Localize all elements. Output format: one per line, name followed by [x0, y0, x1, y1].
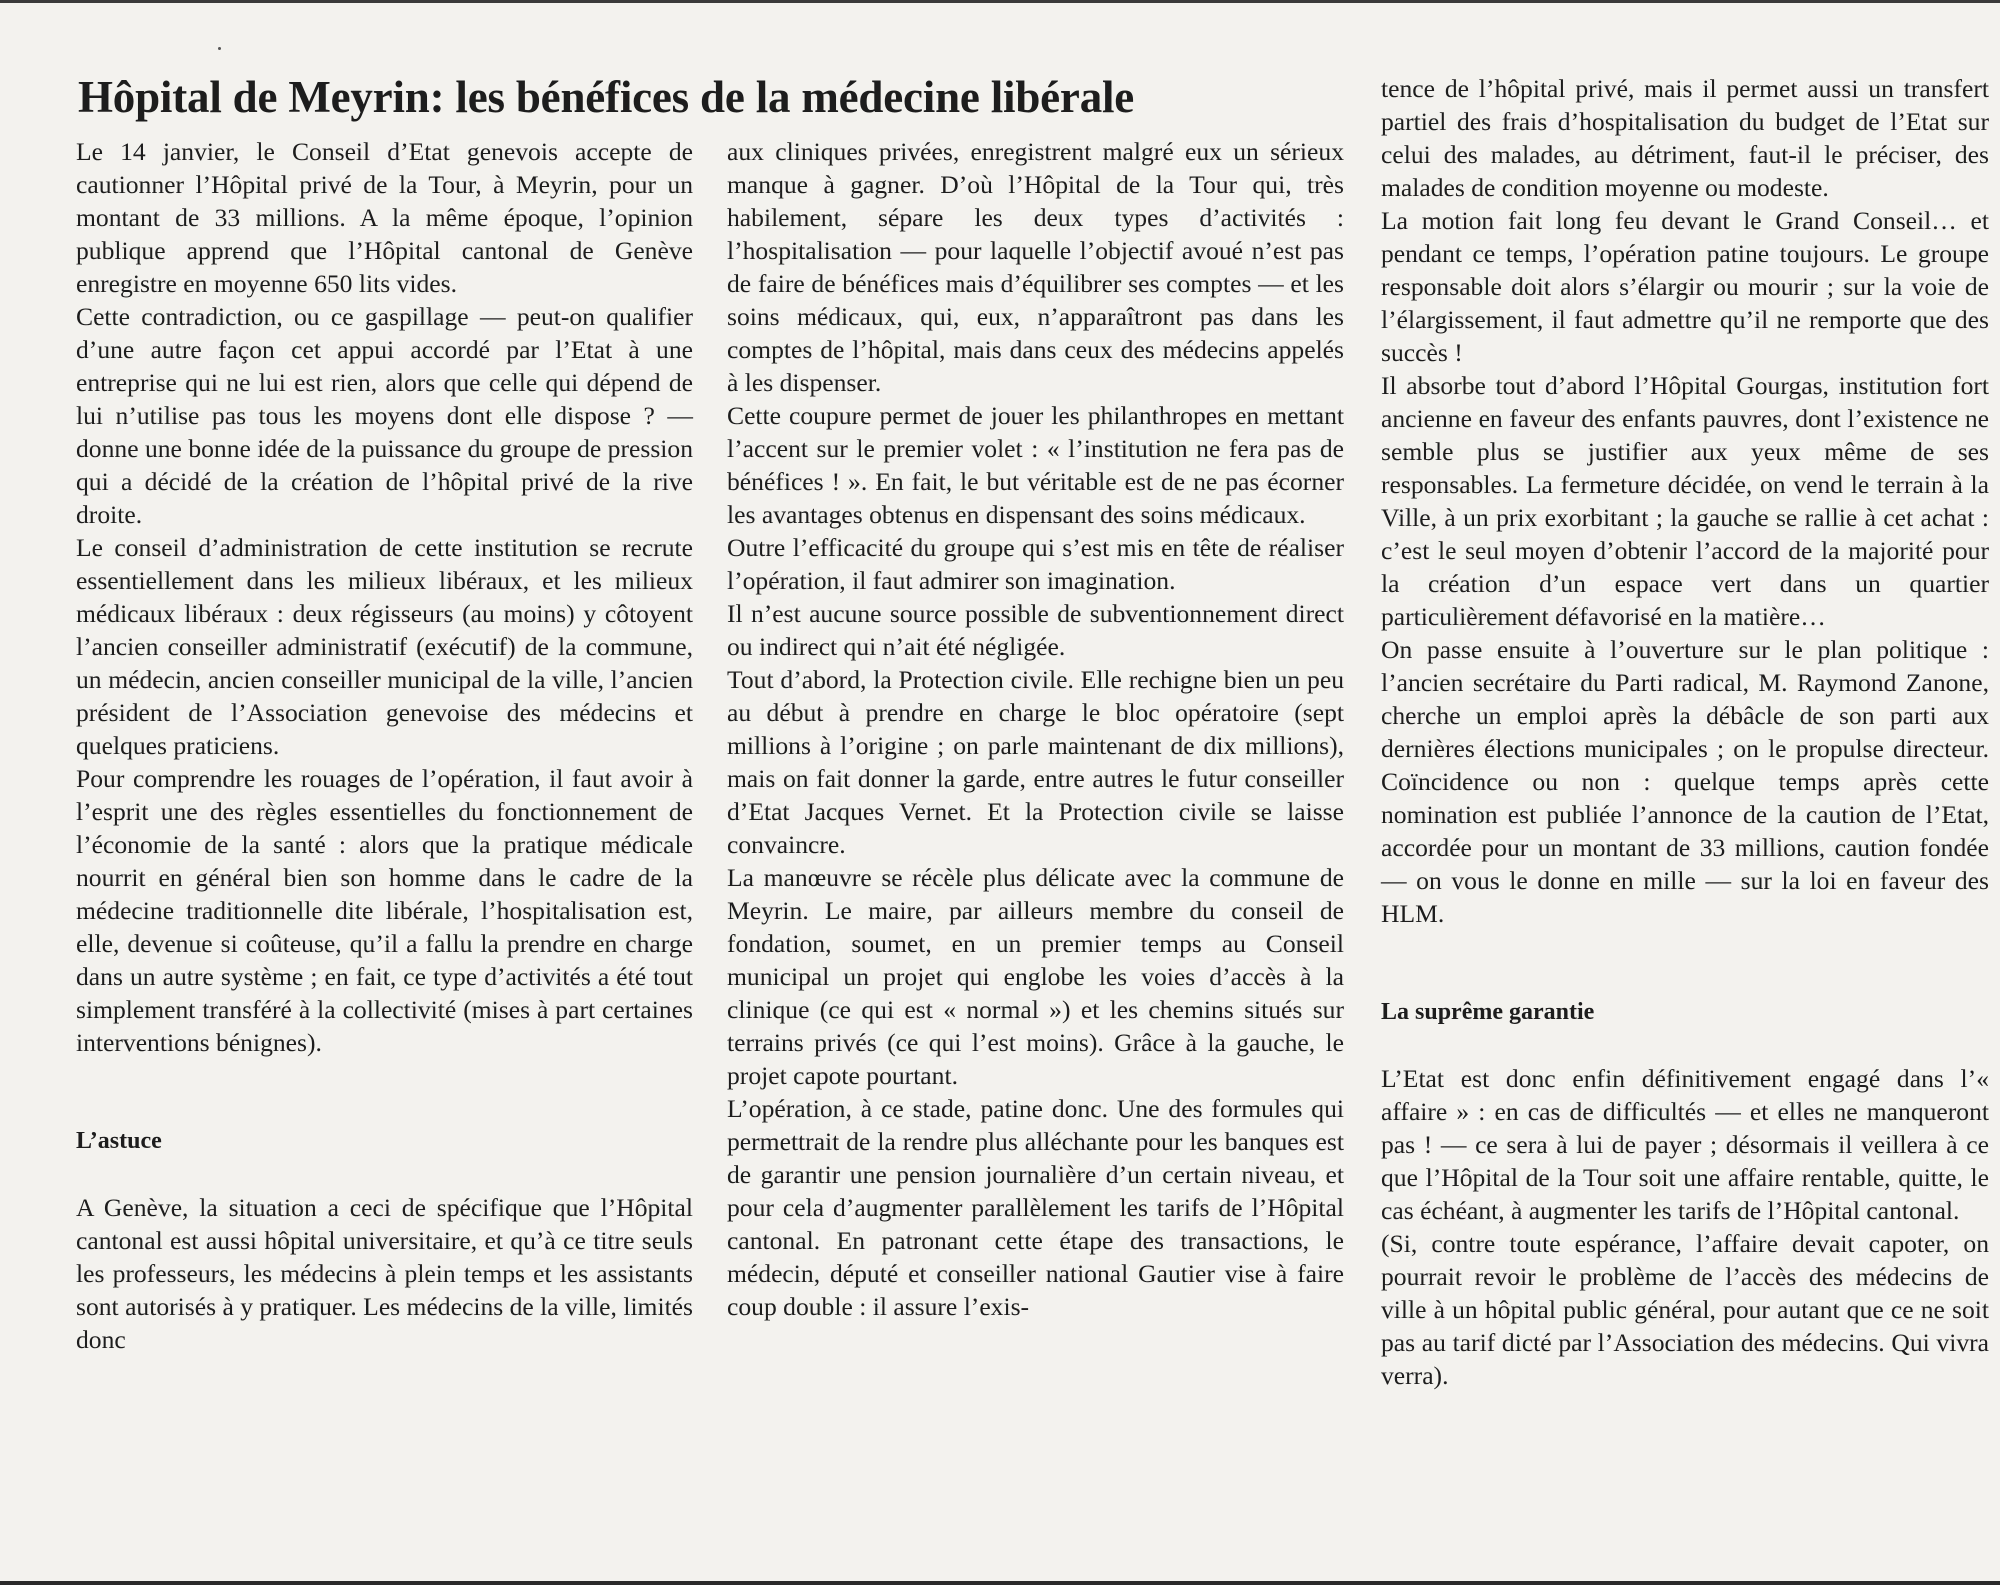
paragraph: tence de l’hôpital privé, mais il permet aussi un transfert partiel des frais d’hospitalisation du budget de l’Etat sur celui des malades, au détriment, faut-il le préciser, des malades de condition moyenne ou modeste. — [1381, 74, 1989, 202]
top-rule — [0, 0, 2000, 3]
bottom-rule — [0, 1581, 2000, 1585]
paragraph: Le 14 janvier, le Conseil d’Etat genevois accepte de cautionner l’Hôpital privé de la Tour, à Meyrin, pour un montant de 33 millions. A la même époque, l’opinion publique apprend que l’Hôpital cantonal de Genève enregistre en moyenne 650 lits vides. — [76, 137, 693, 298]
article-column-3 — [1381, 72, 1989, 1392]
paragraph: Cette contradiction, ou ce gaspillage — peut-on qualifier d’une autre façon cet appui accordé par l’Etat à une entreprise qui ne lui est rien, alors que celle qui dépend de lui n’utilise pas tous les moyens dont elle dispose ? — donne une bonne idée de la puissance du groupe de pression qui a décidé de la création de l’hôpital privé de la rive droite. — [76, 302, 693, 529]
paragraph: L’opération, à ce stade, patine donc. Une des formules qui permettrait de la rendre plus alléchante pour les banques est de garantir une pension journalière d’un certain niveau, et pour cela d’augmenter parallèlement les tarifs de l’Hôpital cantonal. En patronant cette étape des transactions, le médecin, député et conseiller national Gautier vise à faire coup double : il assure l’exis- — [727, 1094, 1344, 1321]
paragraph: Pour comprendre les rouages de l’opération, il faut avoir à l’esprit une des règles essentielles du fonctionnement de l’économie de la santé : alors que la pratique médicale nourrit en général bien son homme dans le cadre de la médecine traditionnelle dite libérale, l’hospitalisation est, elle, devenue si coûteuse, qu’il a fallu la prendre en charge dans un autre système ; en fait, ce type d’activités a été tout simplement transféré à la collectivité (mises à part certaines interventions bénignes). — [76, 764, 693, 1057]
article-column-2 — [727, 135, 1344, 1323]
paragraph: Cette coupure permet de jouer les philanthropes en mettant l’accent sur le premier volet : « l’institution ne fera pas de bénéfices ! ». En fait, le but véritable est de ne pas écorner les avantages obtenus en dispensant des soins médicaux. — [727, 401, 1344, 529]
section-spacer — [76, 1059, 693, 1125]
print-speck — [218, 47, 221, 50]
paragraph: A Genève, la situation a ceci de spécifique que l’Hôpital cantonal est aussi hôpital universitaire, et qu’à ce titre seuls les professeurs, les médecins à plein temps et les assistants sont autorisés à y pratiquer. Les médecins de la ville, limités donc — [76, 1193, 693, 1354]
paragraph: Il absorbe tout d’abord l’Hôpital Gourgas, institution fort ancienne en faveur des enfants pauvres, dont l’existence ne semble plus se justifier aux yeux même de ses responsables. La fermeture décidée, on vend le terrain à la Ville, à un prix exorbitant ; la gauche se rallie à cet achat : c’est le seul moyen d’obtenir l’accord de la majorité pour la création d’un espace vert dans un quartier particulièrement défavorisé en la matière… — [1381, 371, 1989, 631]
section-spacer — [1381, 1029, 1989, 1062]
section-heading-supreme-garantie: La suprême garantie — [1381, 999, 1595, 1025]
paragraph: Il n’est aucune source possible de subventionnement direct ou indirect qui n’ait été négligée. — [727, 599, 1344, 661]
paragraph: L’Etat est donc enfin définitivement engagé dans l’« affaire » : en cas de difficultés — et elles ne manqueront pas ! — ce sera à lui de payer ; désormais il veillera à ce que l’Hôpital de la Tour soit une affaire rentable, quitte, le cas échéant, à augmenter les tarifs de l’Hôpital cantonal. — [1381, 1064, 1989, 1225]
paragraph: La manœuvre se récèle plus délicate avec la commune de Meyrin. Le maire, par ailleurs membre du conseil de fondation, soumet, en un premier temps au Conseil municipal un projet qui englobe les voies d’accès à la clinique (ce qui est « normal ») et les chemins situés sur terrains privés (ce qui l’est moins). Grâce à la gauche, le projet capote pourtant. — [727, 863, 1344, 1090]
article-column-1 — [76, 135, 693, 1356]
paragraph: La motion fait long feu devant le Grand Conseil… et pendant ce temps, l’opération patine toujours. Le groupe responsable doit alors s’élargir ou mourir ; sur la voie de l’élargissement, il faut admettre qu’il ne remporte que des succès ! — [1381, 206, 1989, 367]
paragraph: On passe ensuite à l’ouverture sur le plan politique : l’ancien secrétaire du Parti radical, M. Raymond Zanone, cherche un emploi après la débâcle de son parti aux dernières élections municipales ; on le propulse directeur. Coïncidence ou non : quelque temps après cette nomination est publiée l’annonce de la caution de l’Etat, accordée pour un montant de 33 millions, caution fondée — on vous le donne en mille — sur la loi en faveur des HLM. — [1381, 635, 1989, 928]
paragraph: aux cliniques privées, enregistrent malgré eux un sérieux manque à gagner. D’où l’Hôpital de la Tour qui, très habilement, sépare les deux types d’activités : l’hospitalisation — pour laquelle l’objectif avoué n’est pas de faire de bénéfices mais d’équilibrer ses comptes — et les soins médicaux, qui, eux, n’apparaîtront pas dans les comptes de l’hôpital, mais dans ceux des médecins appelés à les dispenser. — [727, 137, 1344, 397]
section-spacer — [76, 1158, 693, 1191]
paragraph: Tout d’abord, la Protection civile. Elle rechigne bien un peu au début à prendre en charge le bloc opératoire (sept millions à l’origine ; on parle maintenant de dix millions), mais on fait donner la garde, entre autres le futur conseiller d’Etat Jacques Vernet. Et la Protection civile se laisse convaincre. — [727, 665, 1344, 859]
paragraph: Le conseil d’administration de cette institution se recrute essentiellement dans les milieux libéraux, et les milieux médicaux libéraux : deux régisseurs (au moins) y côtoyent l’ancien conseiller administratif (exécutif) de la commune, un médecin, ancien conseiller municipal de la ville, l’ancien président de l’Association genevoise des médecins et quelques praticiens. — [76, 533, 693, 760]
section-heading-astuce: L’astuce — [76, 1128, 162, 1154]
paragraph: (Si, contre toute espérance, l’affaire devait capoter, on pourrait revoir le problème de l’accès des médecins de ville à un hôpital public général, pour autant que ce ne soit pas au tarif dicté par l’Association des médecins. Qui vivra verra). — [1381, 1229, 1989, 1390]
article-headline: Hôpital de Meyrin: les bénéfices de la médecine libérale — [78, 72, 1135, 122]
section-spacer — [1381, 930, 1989, 996]
paragraph: Outre l’efficacité du groupe qui s’est mis en tête de réaliser l’opération, il faut admirer son imagination. — [727, 533, 1344, 595]
